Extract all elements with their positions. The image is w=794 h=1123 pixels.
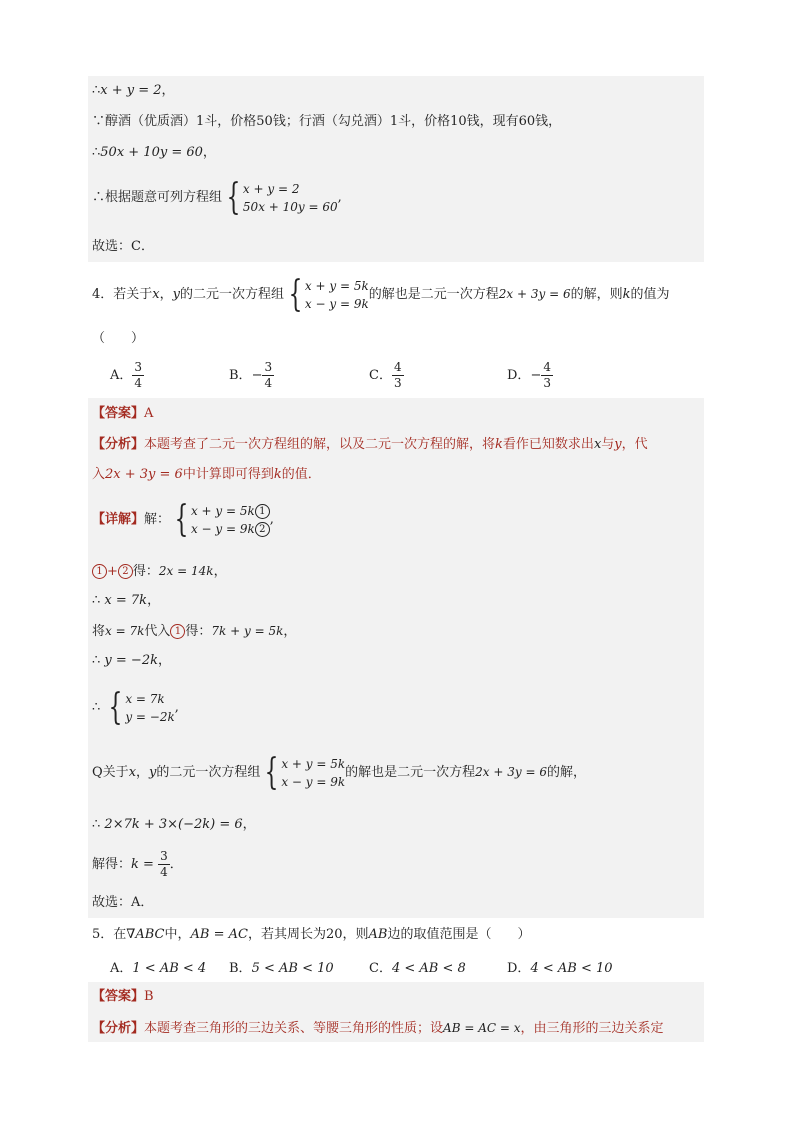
q3-line-2: ∵醇酒（优质酒）1斗，价格50钱；行酒（勾兑酒）1斗，价格10钱，现有60钱， [92, 114, 562, 129]
q4-step-7: ∴ 2×7k + 3×(−2k) = 6， [92, 817, 256, 832]
q4-step-5: ∴ { x = 7k y = −2k , [92, 686, 179, 728]
q4-step-3: 将x = 7k代入 1 得：7k + y = 5k， [92, 624, 297, 639]
q5-analysis: 【分析】本题考查三角形的三边关系、等腰三角形的性质；设AB = AC = x，由三角形的三边关系定 [92, 1021, 664, 1036]
q3-line-3: ∴50x + 10y = 60， [92, 145, 216, 160]
q4-stem: 4．若关于x，y的二元一次方程组 { x + y = 5k x − y = 9k 的解也是二元一次方程2x + 3y = 6的解，则k的值为 [92, 273, 670, 315]
q5-option-c: C．4 < AB < 8 [369, 961, 466, 976]
q5-stem: 5．在∇ABC中，AB = AC，若其周长为20，则AB边的取值范围是（ ） [92, 927, 531, 942]
q3-choice: 故选：C． [92, 239, 154, 254]
q4-step-1: 1 + 2 得：2x = 14k， [92, 562, 227, 581]
q4-option-d: D．− $\frac{4}{3}$ [507, 360, 551, 390]
q5-option-a: A．1 < AB < 4 [110, 961, 207, 976]
q5-option-b: B．5 < AB < 10 [229, 961, 334, 976]
q4-blank: （ ） [92, 331, 145, 346]
q5-option-d: D．4 < AB < 10 [507, 961, 613, 976]
q4-analysis-line-1: 【分析】本题考查了二元一次方程组的解，以及二元一次方程的解，将k看作已知数求出x与y，代 [92, 437, 648, 452]
q4-given-system: { x + y = 5k x − y = 9k [265, 751, 346, 793]
q4-step-8: 解得：k = $\frac{3}{4}$ ． [92, 849, 183, 879]
solution-block-q3 [88, 76, 704, 262]
q5-answer: 【答案】B [92, 989, 154, 1004]
q4-step-2: ∴ x = 7k， [92, 593, 161, 608]
q4-detail: 【详解】解： { x + y = 5k 1 x − y = 9k 2 , [92, 498, 274, 540]
q3-line-4: ∴根据题意可列方程组 { x + y = 2 50x + 10y = 60 , [92, 176, 342, 218]
q4-detail-system: { x + y = 5k 1 x − y = 9k 2 [170, 502, 270, 538]
q4-equation-system: { x + y = 5k x − y = 9k [288, 273, 369, 315]
equation-system: { x + y = 2 50x + 10y = 60 [226, 176, 338, 218]
q4-option-c: C． $\frac{4}{3}$ [369, 360, 402, 390]
q4-option-a: A． $\frac{3}{4}$ [110, 360, 143, 390]
q4-answer: 【答案】A [92, 406, 154, 421]
q3-line-1: ∴x + y = 2， [92, 83, 175, 98]
q4-analysis-line-2: 入2x + 3y = 6中计算即可得到k的值． [92, 467, 321, 482]
q4-result-system: { x = 7k y = −2k [109, 686, 175, 728]
q4-step-4: ∴ y = −2k， [92, 653, 171, 668]
q4-option-b: B．− $\frac{3}{4}$ [229, 360, 273, 390]
q4-choice: 故选：A． [92, 895, 154, 910]
q4-step-6: Q关于x，y的二元一次方程组 { x + y = 5k x − y = 9k 的解也是二元一次方程2x + 3y = 6的解， [92, 751, 587, 793]
